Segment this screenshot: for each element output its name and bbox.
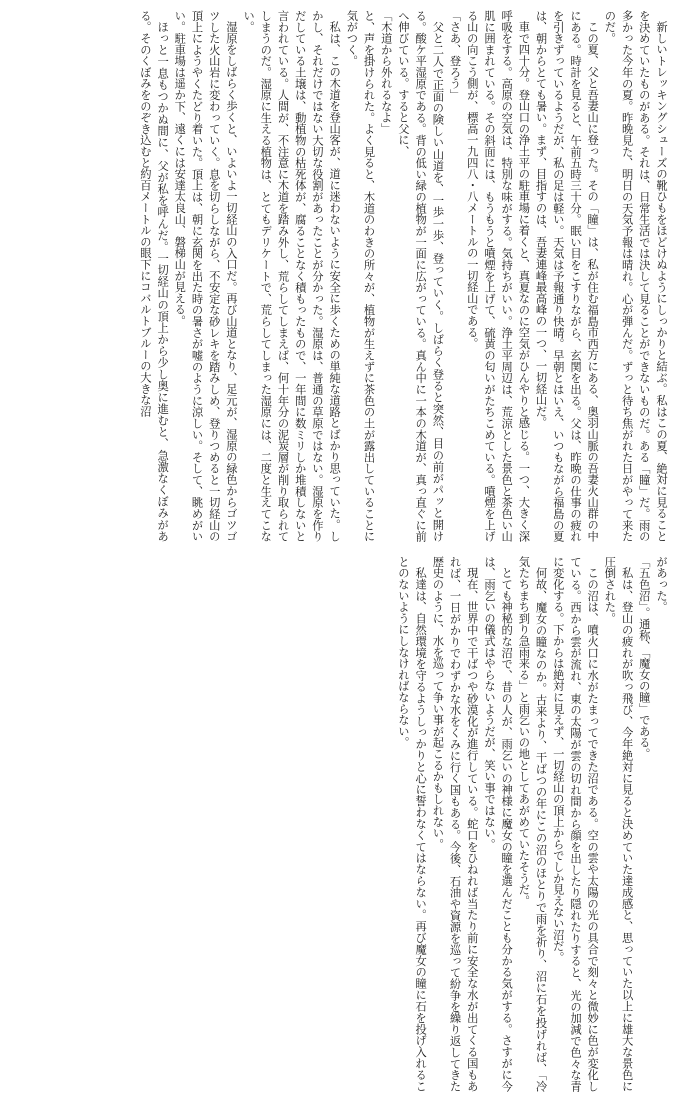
paragraph: 車で四十分。登山口の浄土平の駐車場に着くと、真夏なのに空気がひんやりと感じる。一つ、大きく深呼吸をする。高原の空気は、特別な味がする。気持ちがいい。浄土平周辺は、荒涼とした景色と茶色い山肌に囲まれている。その斜面には、もうもうと噴煙を上げて、硫黄の匂いがたちこめている。噴煙を上げる山の向こう側が、標高一九四八・八メートルの一切経山である。: [465, 10, 531, 542]
paragraph: 私達は、自然環境を守るようしっかりと心に誓わなくてはならない。再び魔女の瞳に石を投げ入れることのないようにしなければならない。: [396, 556, 428, 1092]
paragraph: この夏、父と吾妻山に登った。その「瞳」は、私が住む福島市西方にある、奥羽山脈の吾妻火山群の中にある。時計を見ると、午前五時三十分。眠い目をこすりながら、玄関を出る。父は、昨晩の仕事の疲れを引きずっているようだが、私の足は軽い。天気は予報通り快晴。早朝とはいえ、いつもながら福島の夏は、朝からとても暑い。まず、目指すのは、吾妻連峰最高峰の一つ、一切経山だ。: [534, 10, 600, 542]
paragraph: と、声を掛けられた。よく見ると、木道のわきの所々が、植物が生えずに茶色の土が露出していることに気がつく。: [345, 10, 376, 542]
paragraph: 何故、魔女の瞳なのか。古来より、干ばつの年にこの沼のほとりで雨を祈り、沼に石を投げれば、「冷気たちまち到り急雨来る」と雨乞いの地としてあがめていたそうだ。: [517, 556, 548, 1092]
lower-text-block: [6, 556, 670, 1092]
paragraph: 現在、世界中で干ばつや砂漠化が進行している。蛇口をひねれば当たり前に安全な水が出てくる国もあれば、一日がかりでわずかな水をくみに行く国もある。今後、石油や資源を巡って紛争を繰り返してきた歴史のように、水を巡って争い事が起こるかもしれない。: [431, 556, 479, 1092]
paragraph: 父と二人で正面の険しい山道を、一歩一歩、登っていく。しばらく登ると突然、目の前がパッと開ける。酸ケ平湿原である。背の低い緑の植物が一面に広がっている。真ん中に一本の木道が、真っ直ぐに前へ伸びている。すると父に、: [396, 10, 445, 542]
paragraph: があった。: [655, 556, 668, 613]
paragraph: 湿原をしばらく歩くと、いよいよ一切経山の入口だ。再び山道となり、足元が、湿原の緑色からゴツゴツした火山岩に変わっていく。息を切らしながら、不安定な砂レキを踏みしめ、登りつめると一切経山の頂上にようやくたどり着いた。頂上は、朝に玄関を出た時の暑さが嘘のように涼しい。そして、眺めがいい。駐車場は遥か下、遠くには安達太良山、磐梯山が見える。: [173, 10, 238, 542]
paragraph: とても神秘的な沼で、昔の人が、雨乞いの神様に魔女の瞳を選んだことも分かる気がする。さすがに今は、雨乞いの儀式はやらないようだが、笑い事ではない。: [482, 556, 514, 1092]
paragraph: 「さあ、登ろう」: [448, 10, 462, 101]
paragraph: 私は、この木道を登山客が、道に迷わないように安全に歩くための単純な道路とばかり思っていた。しかし、それだけではない大切な役割があったことが分かった。湿原は、普通の草原ではない。湿原を作りだしている土壌は、動植物の枯死体が、腐ることなく積もったもので、一年間に数ミリしか堆積しないと言われている。人間が、不注意に木道を踏み外し、荒らしてしまえば、何十年分の泥炭層が削り取られてしまうのだ。湿原に生える植物は、とてもデリケートで、荒らしてしまった湿原には、二度と生えてこない。: [242, 10, 342, 542]
paragraph: この沼は、噴火口に水がたまってできた沼である。空の雲や太陽の光の具合で刻々と微妙に色が変化している。西から雲が流れ、東の太陽が雲の切れ間から顔を出したり隠れたりすると、光の加減で色々な青に変化する。下からは絶対に見えず、一切経山の頂上からでしか見えない沼だ。: [551, 556, 600, 1092]
paragraph: 私は、登山の疲れが吹っ飛び、今年絶対に見ると決めていた達成感と、思っていた以上に雄大な景色に圧倒された。: [603, 556, 634, 1092]
paragraph: 新しいトレッキングシューズの靴ひもをほどけぬようにしっかりと結ぶ。私はこの夏、絶対に見ることを決めていたものがある。それは、日常生活では決して見ることができないものだ。ある「瞳」だ。雨の多かった今年の夏。昨晩見た、明日の天気予報は晴れ。心が弾んだ。ずっと待ち焦がれた日がやって来たのだ。: [603, 10, 668, 542]
paragraph: 「木道から外れるなよ」: [379, 10, 393, 135]
upper-text-block: [6, 10, 670, 542]
paragraph: 「五色沼」。通称、「魔女の瞳」である。: [637, 556, 651, 760]
paragraph: ほっと一息もつかぬ間に、父が私を呼んだ。一切経山の頂上から少し奥に進むと、急激なくぼみがある。そのくぼみをのぞき込むと約百メートルの眼下にコバルトブルーの大きな沼: [138, 10, 170, 542]
